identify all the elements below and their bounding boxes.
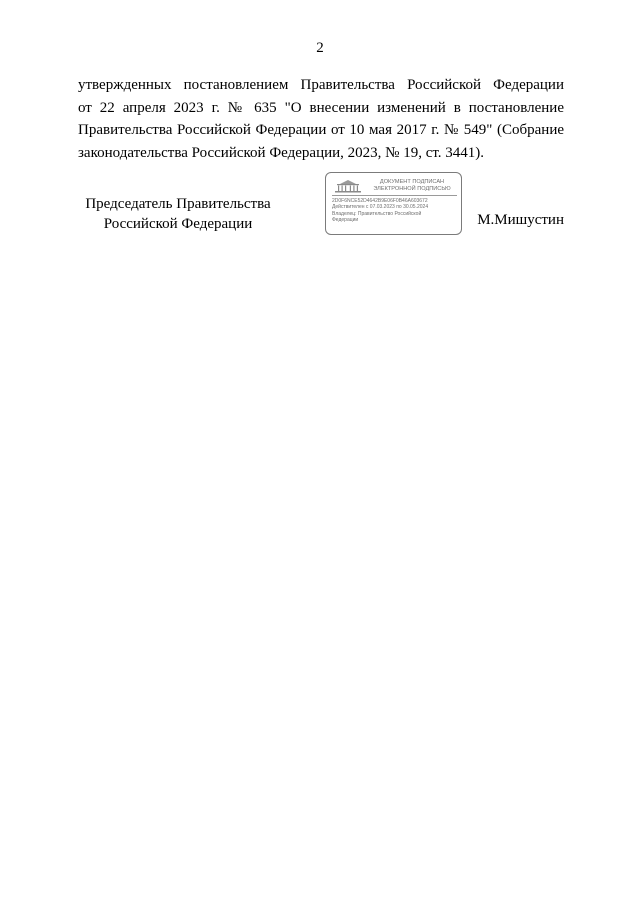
page-number: 2 (316, 40, 324, 56)
government-building-icon (334, 179, 362, 193)
signer-position-line: Председатель Правительства (85, 196, 271, 212)
stamp-header (366, 179, 458, 193)
stamp-owner: Владелец: Правительство Российской (332, 210, 422, 217)
stamp-divider (332, 195, 457, 196)
stamp-header-line: ЭЛЕКТРОННОЙ ПОДПИСЬЮ (373, 186, 451, 192)
stamp-validity: Действителен с 07.03.2023 по 30.05.2024 (332, 204, 429, 211)
body-line: Правительства Российской Федерации от 10 мая 2017 г. № 549" (Собрание (78, 122, 564, 138)
body-line: утвержденных постановлением Правительства Российской Федерации (78, 77, 564, 93)
body-line: законодательства Российской Федерации, 2023, № 19, ст. 3441). (78, 144, 485, 161)
electronic-signature-stamp (325, 172, 462, 235)
signer-position-line: Российской Федерации (103, 216, 253, 232)
stamp-certificate: 2D0F6NCE52D4642B9E06F0B46A603672 (332, 198, 428, 204)
stamp-body (332, 198, 460, 224)
stamp-header-line: ДОКУМЕНТ ПОДПИСАН (379, 179, 445, 185)
signer-position (78, 194, 278, 234)
signee-name: М.Мишустин (477, 212, 564, 228)
body-paragraph (78, 74, 564, 164)
stamp-owner: Федерации (332, 217, 359, 224)
body-line: от 22 апреля 2023 г. № 635 "О внесении изменений в постановление (78, 99, 564, 116)
